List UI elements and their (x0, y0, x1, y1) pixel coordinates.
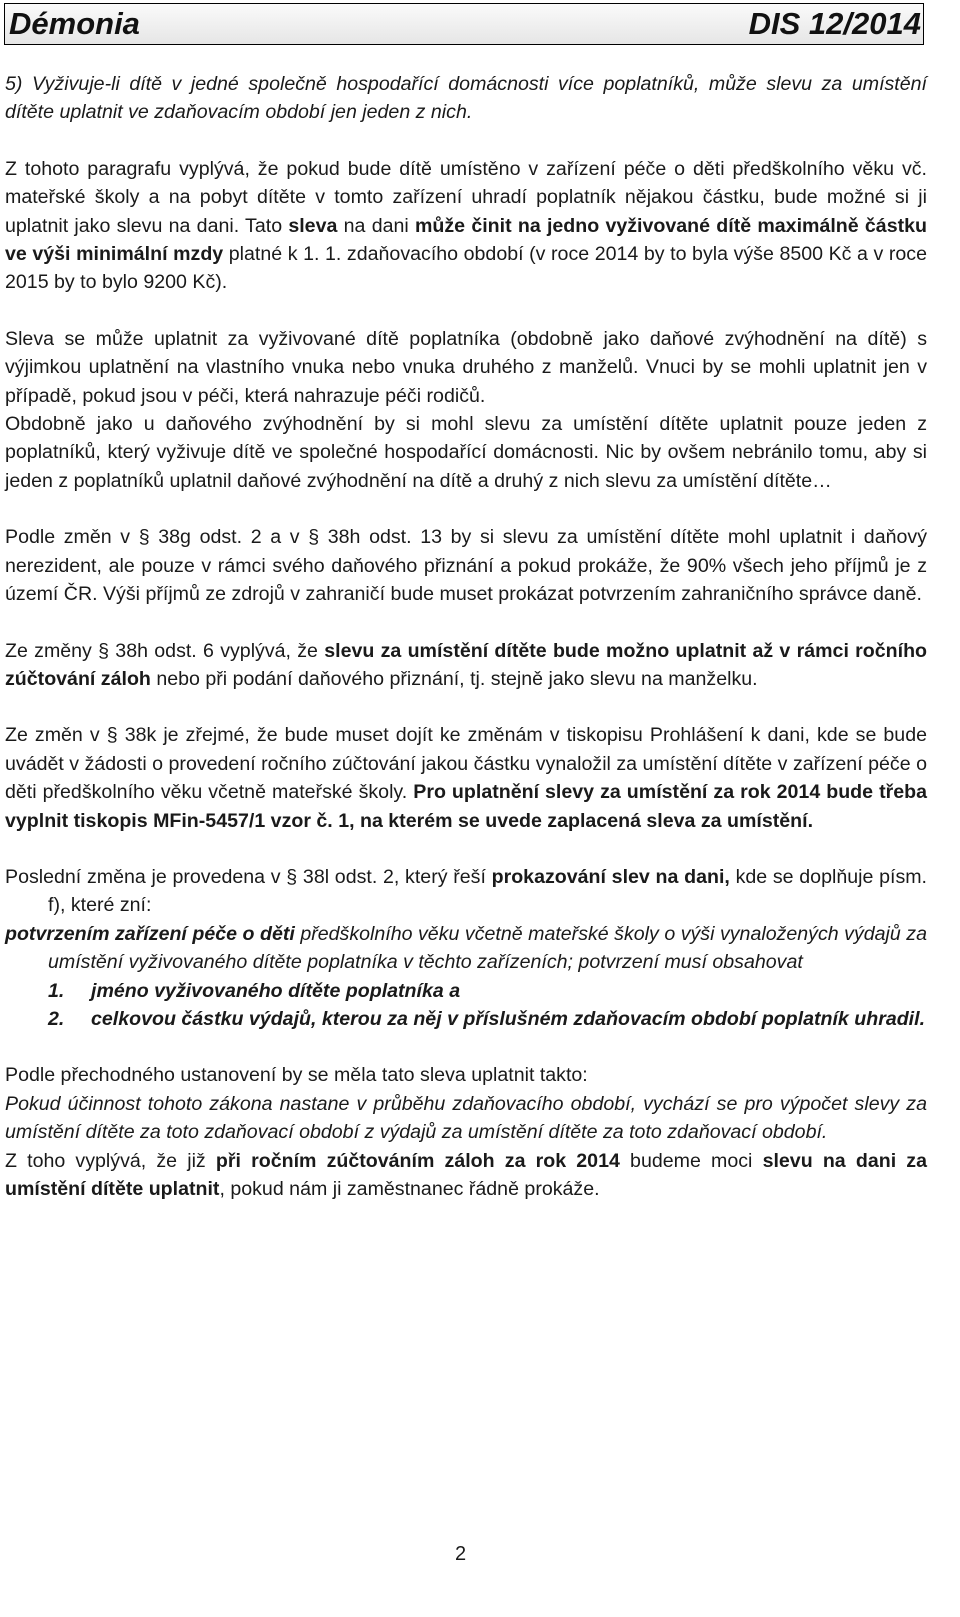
bold-text: slevu za umístění dítěte bude možno uplatnit až v rámci ročního zúčtování záloh (5, 639, 928, 690)
text: Z toho vyplývá, že již (5, 1149, 216, 1172)
law-quote-5: 5) Vyživuje-li dítě v jedné společně hospodařící domácnosti více poplatníků, může slevu za umístění dítěte uplatnit ve zdaňovacím období jen jeden z nich. (5, 73, 927, 124)
paragraph-nonresident: Podle změn v § 38g odst. 2 a v § 38h odst. 13 by si slevu za umístění dítěte mohl uplatnit i daňový nerezident, ale pouze v rámci svého daňového přiznání a pokud prokáže, že 90% všech jeho příjmů je z území ČR. Výši příjmů ze zdrojů v zahraničí bude muset prokázat potvrzením zahraničního správce daně. (5, 526, 927, 606)
bold-text: Pro uplatnění slevy za umístění za rok 2014 bude třeba vyplnit tiskopis MFin-5457/1 vzor č. 1, na kterém se uvede zaplacená sleva za umístění. (5, 781, 927, 832)
text: Z tohoto paragrafu vyplývá, že pokud bude dítě umístěno v zařízení péče o děti předškolního věku vč. mateřské školy a na pobyt dítěte v tomto zařízení uhradí poplatník nějakou částku, bude možné si ji uplatnit jako slevu na dani. Tato (5, 157, 927, 237)
bold-text: prokazování slev na dani, (491, 865, 730, 888)
paragraph-one-taxpayer: Obdobně jako u daňového zvýhodnění by si mohl slevu za umístění dítěte uplatnit pouze jeden z poplatníků, který vyživuje dítě ve společné hospodařící domácnosti. Nic by ovšem nebránilo tomu, aby si jeden z poplatníků uplatnil daňové zvýhodnění na dítě a druhý z nich slevu za umístění dítěte… (5, 413, 927, 492)
text: platné k 1. 1. zdaňovacího období (v roce 2014 by to byla výše 8500 Kč a v roce 2015 by to bylo 9200 Kč). (5, 243, 927, 294)
list-number: 1. (48, 979, 65, 1002)
header-title: Démonia (9, 6, 140, 41)
law-quote-f (5, 920, 927, 977)
bold-text: slevu na dani za umístění dítěte uplatnit (5, 1149, 927, 1200)
list-text: celkovou částku výdajů, kterou za něj v příslušném zdaňovacím období poplatník uhradil. (91, 1007, 926, 1030)
list-item (5, 1005, 927, 1033)
page-number: 2 (455, 1543, 467, 1565)
paragraph-transitional: Podle přechodného ustanovení by se měla tato sleva uplatnit takto: (5, 1064, 588, 1087)
list-text: jméno vyživovaného dítěte poplatníka a (91, 979, 461, 1002)
header-issue: DIS 12/2014 (748, 6, 921, 41)
paragraph-form-change (5, 721, 927, 835)
list-item (5, 977, 927, 1005)
document-header (4, 3, 924, 45)
text: nebo při podání daňového přiznání, tj. stejně jako slevu na manželku. (150, 667, 758, 690)
text: předškolního věku včetně mateřské školy o výši vynaložených výdajů za umístění vyživovaného dítěte poplatníka v těchto zařízeních; potvrzení musí obsahovat (48, 922, 927, 974)
law-quote-transitional: Pokud účinnost tohoto zákona nastane v průběhu zdaňovacího období, vychází se pro výpočet slevy za umístění dítěte za toto zdaňovací období z výdajů za umístění dítěte za toto zdaňovací období. (5, 1092, 927, 1144)
paragraph-last-change (5, 863, 927, 920)
paragraph-explanation (5, 155, 927, 297)
text: Ze změny § 38h odst. 6 vyplývá, že (5, 639, 325, 662)
text: Poslední změna je provedena v § 38l odst. 2, který řeší (5, 865, 492, 888)
text: kde se doplňuje písm. f), které zní: (48, 865, 928, 917)
text: , pokud nám ji zaměstnanec řádně prokáže. (219, 1178, 600, 1200)
text: na dani (337, 214, 415, 237)
text: Ze změn v § 38k je zřejmé, že bude muset dojít ke změnám v tiskopisu Prohlášení k dani, kde se bude uvádět v žádosti o provedení ročního zúčtování jakou částku vynaložil za umístění dítěte v zařízení péče o děti předškolního věku včetně mateřské školy. (5, 724, 927, 804)
list-number: 2. (48, 1007, 65, 1030)
document-body (5, 70, 927, 1203)
paragraph-annual-settlement (5, 637, 927, 694)
paragraph-grandchildren: Sleva se může uplatnit za vyživované dítě poplatníka (obdobně jako daňové zvýhodnění na dítě) s výjimkou uplatnění na vlastního vnuka nebo vnuka druhého z manželů. Vnuci by se mohli uplatnit jen v případě, pokud jsou v péči, která nahrazuje péči rodičů. (5, 327, 927, 407)
text: budeme moci (619, 1149, 763, 1172)
paragraph-conclusion (5, 1147, 927, 1204)
bold-text: při ročním zúčtováním záloh za rok 2014 (215, 1149, 620, 1172)
bold-text: potvrzením zařízení péče o děti (5, 922, 295, 945)
bold-text: může činit na jedno vyživované dítě maximálně částku ve výši minimální mzdy (5, 214, 927, 266)
bold-text: sleva (288, 214, 338, 237)
